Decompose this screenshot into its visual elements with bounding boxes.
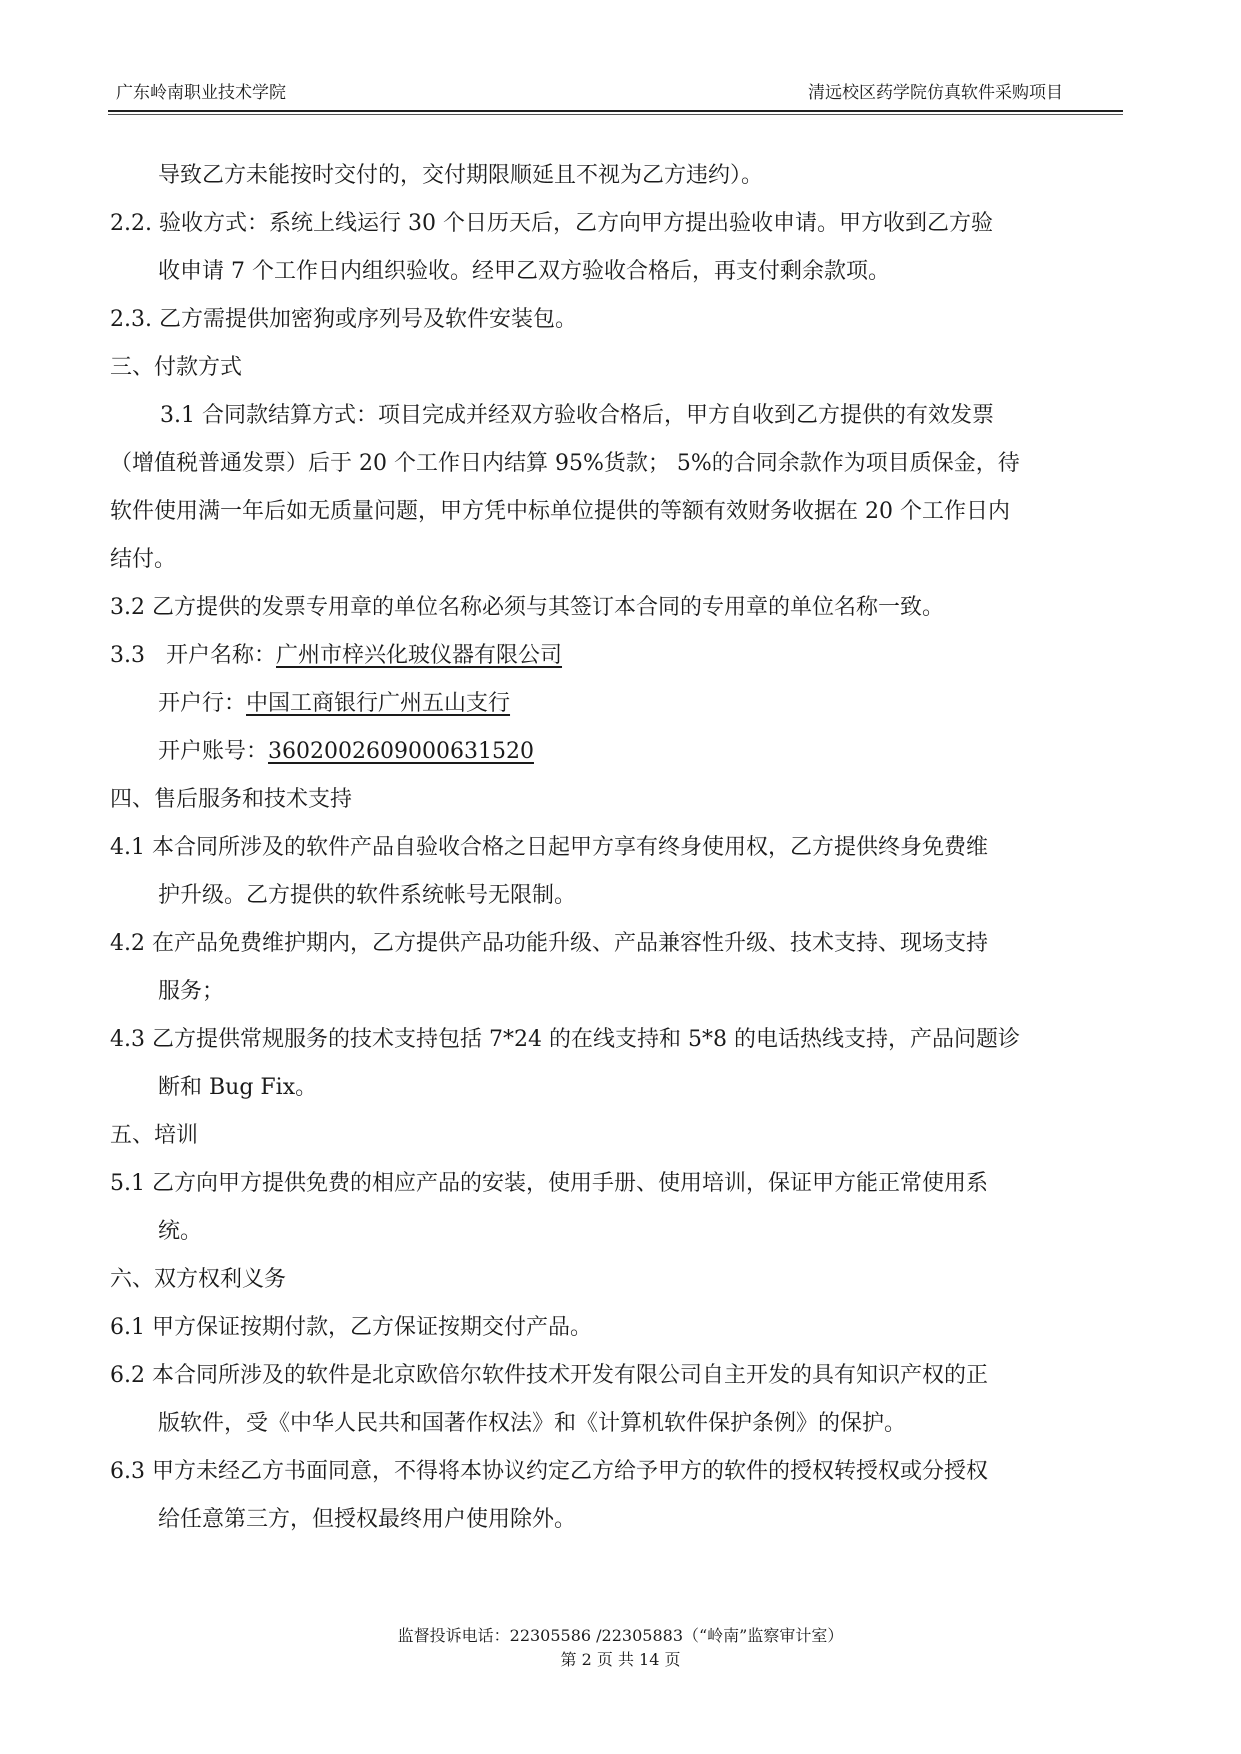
section-heading-training: 五、培训 [110, 1123, 199, 1148]
section-heading-rights: 六、双方权利义务 [110, 1267, 287, 1292]
clause-6-1: 6.1 甲方保证按期付款，乙方保证按期交付产品。 [110, 1315, 592, 1340]
clause-4-3: 4.3 乙方提供常规服务的技术支持包括 7*24 的在线支持和 5*8 的电话热线支持，产品问题诊 [110, 1027, 1020, 1052]
bank-account-number-row [110, 728, 1120, 776]
account-number-label: 开户账号： [158, 739, 269, 764]
clause-6-2: 6.2 本合同所涉及的软件是北京欧倍尔软件技术开发有限公司自主开发的具有知识产权的正 [110, 1363, 988, 1388]
text-line: （增值税普通发票）后于 20 个工作日内结算 95%货款； 5%的合同余款作为项目质保金，待 [110, 451, 1020, 476]
text-line: 软件使用满一年后如无质量问题，甲方凭中标单位提供的等额有效财务收据在 20 个工作日内 [110, 499, 1010, 524]
section-heading-payment: 三、付款方式 [110, 355, 243, 380]
page-number: 第 2 页 共 14 页 [560, 1650, 681, 1669]
bank-value: 中国工商银行广州五山支行 [246, 691, 511, 716]
header-rule-thin [108, 114, 1123, 115]
text-line: 断和 Bug Fix。 [158, 1075, 318, 1100]
account-number-value: 3602002609000631520 [268, 739, 534, 764]
text-line: 结付。 [110, 547, 177, 572]
header-institution: 广东岭南职业技术学院 [116, 83, 286, 103]
complaint-hotline: 监督投诉电话：22305586 /22305883（“岭南”监察审计室） [397, 1626, 844, 1645]
document-body [110, 152, 1120, 1544]
clause-5-1: 5.1 乙方向甲方提供免费的相应产品的安装，使用手册、使用培训，保证甲方能正常使用系 [110, 1171, 988, 1196]
clause-2-3: 2.3. 乙方需提供加密狗或序列号及软件安装包。 [110, 307, 577, 332]
text-line: 服务； [158, 979, 225, 1004]
bank-label: 开户行： [158, 691, 247, 716]
clause-number: 3.3 [110, 643, 145, 668]
section-heading-after-sales: 四、售后服务和技术支持 [110, 787, 353, 812]
clause-4-1: 4.1 本合同所涉及的软件产品自验收合格之日起甲方享有终身使用权，乙方提供终身免费维 [110, 835, 988, 860]
clause-4-2: 4.2 在产品免费维护期内，乙方提供产品功能升级、产品兼容性升级、技术支持、现场支持 [110, 931, 988, 956]
text-line: 护升级。乙方提供的软件系统帐号无限制。 [158, 883, 577, 908]
page-footer [0, 1624, 1241, 1672]
text-line: 收申请 7 个工作日内组织验收。经甲乙双方验收合格后，再支付剩余款项。 [158, 259, 890, 284]
text-line: 版软件，受《中华人民共和国著作权法》和《计算机软件保护条例》的保护。 [158, 1411, 907, 1436]
text-line: 统。 [158, 1219, 203, 1244]
header-project-title: 清远校区药学院仿真软件采购项目 [808, 83, 1063, 103]
clause-2-2: 2.2. 验收方式：系统上线运行 30 个日历天后，乙方向甲方提出验收申请。甲方收到乙方验 [110, 211, 993, 236]
clause-6-3: 6.3 甲方未经乙方书面同意，不得将本协议约定乙方给予甲方的软件的授权转授权或分授权 [110, 1459, 988, 1484]
text-line: 给任意第三方，但授权最终用户使用除外。 [158, 1507, 577, 1532]
clause-3-2: 3.2 乙方提供的发票专用章的单位名称必须与其签订本合同的专用章的单位名称一致。 [110, 595, 944, 620]
bank-name-row [110, 680, 1120, 728]
bank-account-name-row [110, 632, 1120, 680]
clause-3-1: 3.1 合同款结算方式：项目完成并经双方验收合格后，甲方自收到乙方提供的有效发票 [160, 403, 994, 428]
page-header [108, 83, 1123, 115]
text-line: 导致乙方未能按时交付的，交付期限顺延且不视为乙方违约）。 [158, 163, 764, 188]
header-rule [108, 110, 1123, 112]
account-name-value: 广州市梓兴化玻仪器有限公司 [276, 643, 563, 668]
account-name-label: 开户名称： [165, 643, 276, 668]
